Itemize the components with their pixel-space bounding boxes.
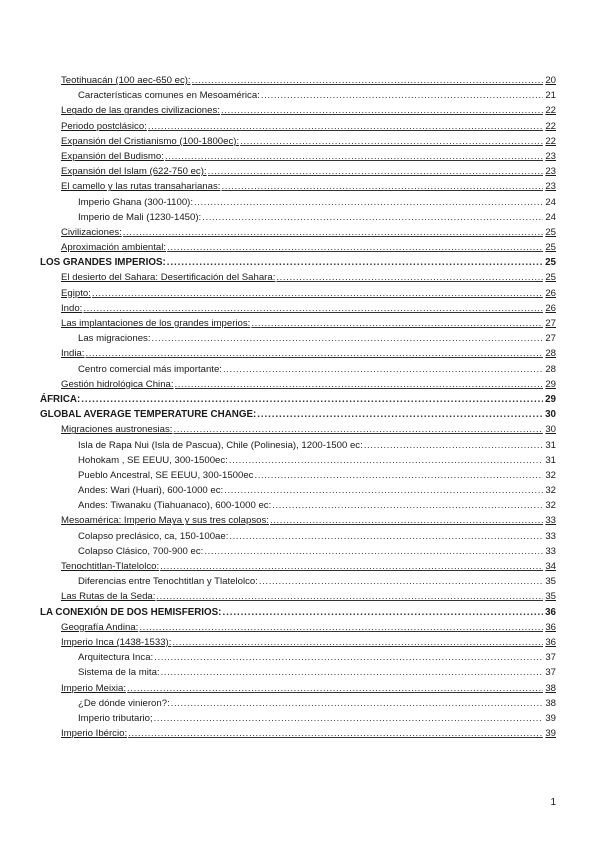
- toc-entry[interactable]: [40, 635, 556, 650]
- toc-entry-page: 36: [545, 621, 556, 633]
- toc-entry-title: Imperio Ghana (300-1100):: [78, 196, 194, 208]
- toc-entry-page: 21: [545, 90, 556, 102]
- toc-entry-page: 27: [545, 318, 556, 329]
- toc-entry-page: 36: [545, 606, 556, 618]
- toc-section-heading[interactable]: [40, 392, 556, 407]
- toc-entry-title: Mesoamérica: Imperio Maya y sus tres colapsos:: [61, 515, 269, 527]
- toc-entry-page: 35: [545, 591, 556, 603]
- dot-leader: [202, 210, 543, 225]
- dot-leader: [254, 468, 543, 483]
- toc-entry[interactable]: [40, 453, 556, 468]
- toc-entry[interactable]: [40, 513, 556, 528]
- toc-entry-page: 25: [545, 257, 556, 269]
- toc-entry-title: Características comunes en Mesoamérica:: [78, 90, 260, 102]
- dot-leader: [208, 164, 543, 179]
- dot-leader: [156, 589, 543, 604]
- dot-leader: [128, 726, 543, 741]
- toc-entry-page: 32: [545, 469, 556, 481]
- toc-entry-title: Geografía Andina:: [61, 621, 139, 633]
- toc-entry[interactable]: [40, 559, 556, 574]
- dot-leader: [85, 346, 543, 361]
- toc-entry-title: Aproximación ambiental:: [61, 242, 167, 254]
- toc-entry[interactable]: [40, 711, 556, 726]
- toc-entry-page: 31: [545, 439, 556, 451]
- dot-leader: [194, 195, 543, 210]
- toc-entry[interactable]: [40, 726, 556, 741]
- dot-leader: [364, 438, 543, 453]
- toc-entry-page: 24: [545, 211, 556, 223]
- toc-entry-page: 30: [545, 424, 556, 436]
- toc-entry[interactable]: [40, 696, 556, 711]
- toc-entry[interactable]: [40, 544, 556, 559]
- dot-leader: [222, 605, 543, 620]
- toc-entry-page: 32: [545, 500, 556, 512]
- toc-entry[interactable]: [40, 210, 556, 225]
- dot-leader: [154, 650, 543, 665]
- toc-entry-page: 23: [545, 150, 556, 162]
- toc-entry[interactable]: [40, 149, 556, 164]
- toc-entry-title: Tenochtitlan-Tlatelolco:: [61, 561, 160, 572]
- dot-leader: [167, 255, 543, 270]
- toc-entry-page: 38: [545, 697, 556, 709]
- toc-entry-title: El camello y las rutas transaharianas:: [61, 181, 221, 193]
- toc-entry[interactable]: [40, 88, 556, 103]
- toc-entry-title: Imperio Meixia:: [61, 682, 127, 694]
- dot-leader: [221, 103, 543, 118]
- toc-entry-page: 32: [545, 485, 556, 497]
- toc-entry-page: 25: [545, 272, 556, 284]
- toc-entry[interactable]: [40, 529, 556, 544]
- toc-entry[interactable]: [40, 498, 556, 513]
- toc-entry-title: Centro comercial más importante:: [78, 363, 222, 375]
- dot-leader: [81, 392, 543, 407]
- dot-leader: [92, 286, 543, 301]
- toc-entry[interactable]: [40, 422, 556, 437]
- dot-leader: [154, 711, 543, 726]
- dot-leader: [223, 362, 543, 377]
- toc-entry-page: 26: [545, 287, 556, 299]
- toc-entry[interactable]: [40, 134, 556, 149]
- toc-entry[interactable]: [40, 574, 556, 589]
- toc-entry-title: Expansión del Islam (622-750 ec):: [61, 166, 207, 178]
- dot-leader: [139, 620, 543, 635]
- toc-entry-page: 23: [545, 181, 556, 193]
- toc-entry-title: Imperio tributario;: [78, 712, 153, 724]
- toc-entry-page: 39: [545, 712, 556, 724]
- dot-leader: [83, 301, 543, 316]
- dot-leader: [192, 73, 543, 88]
- toc-entry-title: LA CONEXIÓN DE DOS HEMISFERIOS:: [40, 606, 222, 618]
- toc-entry-page: 38: [545, 682, 556, 694]
- toc-entry-title: Legado de las grandes civilizaciones:: [61, 105, 220, 117]
- toc-entry-page: 22: [545, 120, 556, 132]
- toc-entry[interactable]: [40, 225, 556, 240]
- toc-entry-title: Expansión del Cristianismo (100-1800ec):: [61, 135, 240, 147]
- toc-entry[interactable]: [40, 362, 556, 377]
- dot-leader: [165, 149, 543, 164]
- toc-entry-page: 22: [545, 135, 556, 147]
- dot-leader: [204, 544, 543, 559]
- toc-entry[interactable]: [40, 73, 556, 88]
- dot-leader: [172, 635, 543, 650]
- dot-leader: [229, 529, 543, 544]
- toc-entry-page: 33: [545, 530, 556, 542]
- toc-entry[interactable]: [40, 240, 556, 255]
- toc-entry-title: Gestión hidrológica China:: [61, 378, 174, 390]
- toc-entry[interactable]: [40, 665, 556, 680]
- toc-entry-title: Andes: Wari (Huari), 600-1000 ec:: [78, 485, 224, 497]
- dot-leader: [240, 134, 543, 149]
- toc-entry-page: 25: [545, 226, 556, 238]
- toc-entry-title: Teotihuacán (100 aec-650 ec):: [61, 75, 191, 86]
- toc-entry[interactable]: [40, 377, 556, 392]
- toc-entry-page: 27: [545, 333, 556, 345]
- toc-entry-page: 33: [545, 545, 556, 557]
- toc-entry-page: 30: [545, 409, 556, 421]
- dot-leader: [221, 179, 543, 194]
- toc-entry-title: Sistema de la mita:: [78, 667, 160, 679]
- dot-leader: [175, 377, 543, 392]
- toc-entry[interactable]: [40, 301, 556, 316]
- toc-entry-title: El desierto del Sahara: Desertificación del Sahara:: [61, 272, 276, 284]
- toc-entry-page: 25: [545, 242, 556, 254]
- dot-leader: [276, 270, 543, 285]
- dot-leader: [257, 407, 543, 422]
- dot-leader: [171, 696, 543, 711]
- toc-entry-page: 39: [545, 728, 556, 740]
- toc-entry[interactable]: [40, 438, 556, 453]
- dot-leader: [152, 331, 543, 346]
- toc-entry[interactable]: [40, 346, 556, 361]
- toc-entry-title: Egipto:: [61, 287, 91, 299]
- toc-entry-title: Expansión del Budismo:: [61, 150, 164, 162]
- toc-entry-title: Colapso preclásico, ca, 150-100ae:: [78, 530, 229, 542]
- toc-entry-title: Isla de Rapa Nui (Isla de Pascua), Chile (Polinesia), 1200-1500 ec:: [78, 439, 363, 451]
- toc-entry[interactable]: [40, 195, 556, 210]
- toc-entry[interactable]: [40, 650, 556, 665]
- toc-entry-title: Periodo postclásico:: [61, 120, 147, 132]
- toc-entry-title: ¿De dónde vinieron?:: [78, 697, 170, 709]
- toc-entry[interactable]: [40, 483, 556, 498]
- toc-entry-title: Andes: Tiwanaku (Tiahuanaco), 600-1000 ec:: [78, 500, 272, 512]
- toc-entry-title: Arquitectura Inca:: [78, 652, 154, 664]
- toc-entry[interactable]: [40, 270, 556, 285]
- dot-leader: [167, 240, 543, 255]
- toc-entry-page: 36: [545, 636, 556, 648]
- toc-entry-title: Migraciones austronesias:: [61, 424, 173, 436]
- toc-entry[interactable]: [40, 119, 556, 134]
- toc-entry[interactable]: [40, 620, 556, 635]
- toc-entry-page: 33: [545, 515, 556, 527]
- toc-entry-page: 28: [545, 348, 556, 360]
- toc-entry[interactable]: [40, 681, 556, 696]
- dot-leader: [272, 498, 543, 513]
- toc-entry-title: Hohokam , SE EEUU, 300-1500ec:: [78, 454, 228, 466]
- toc-entry-page: 26: [545, 302, 556, 314]
- toc-entry-page: 20: [545, 75, 556, 86]
- toc-entry-title: ÁFRICA:: [40, 393, 81, 405]
- dot-leader: [270, 513, 543, 528]
- dot-leader: [224, 483, 543, 498]
- toc-entry-page: 37: [545, 667, 556, 679]
- toc-entry-page: 29: [545, 378, 556, 390]
- toc-entry-title: Civilizaciones:: [61, 226, 122, 238]
- toc-section-heading[interactable]: [40, 605, 556, 620]
- toc-section-heading[interactable]: [40, 255, 556, 270]
- toc-entry[interactable]: [40, 316, 556, 331]
- toc-entry-title: Diferencias entre Tenochtitlan y Tlatelolco:: [78, 576, 258, 588]
- toc-entry-title: Las migraciones:: [78, 333, 151, 345]
- toc-entry[interactable]: [40, 331, 556, 346]
- toc-entry-title: Imperio Ibércio:: [61, 728, 128, 740]
- toc-entry-page: 29: [545, 393, 556, 405]
- toc-entry[interactable]: [40, 468, 556, 483]
- toc-entry-page: 22: [545, 105, 556, 117]
- toc-entry-title: India:: [61, 348, 85, 360]
- toc-entry[interactable]: [40, 179, 556, 194]
- table-of-contents: [40, 73, 556, 741]
- toc-entry-page: 24: [545, 196, 556, 208]
- dot-leader: [259, 574, 543, 589]
- dot-leader: [148, 119, 543, 134]
- toc-entry-title: Las implantaciones de los grandes imperios:: [61, 318, 251, 329]
- toc-entry-title: Indo:: [61, 302, 83, 314]
- toc-entry-title: GLOBAL AVERAGE TEMPERATURE CHANGE:: [40, 409, 257, 421]
- toc-entry-title: Imperio Inca (1438-1533):: [61, 636, 172, 648]
- toc-entry-title: Imperio de Mali (1230-1450):: [78, 211, 202, 223]
- toc-entry-title: Pueblo Ancestral, SE EEUU, 300-1500ec: [78, 469, 254, 481]
- toc-entry-page: 28: [545, 363, 556, 375]
- toc-entry-page: 37: [545, 652, 556, 664]
- dot-leader: [127, 681, 543, 696]
- toc-section-heading[interactable]: [40, 407, 556, 422]
- toc-entry[interactable]: [40, 103, 556, 118]
- toc-entry-page: 23: [545, 166, 556, 178]
- dot-leader: [161, 665, 543, 680]
- dot-leader: [261, 88, 543, 103]
- toc-entry-page: 35: [545, 576, 556, 588]
- dot-leader: [123, 225, 543, 240]
- dot-leader: [160, 559, 543, 574]
- dot-leader: [251, 316, 543, 331]
- toc-entry-page: 34: [545, 561, 556, 572]
- dot-leader: [173, 422, 543, 437]
- toc-entry-page: 31: [545, 454, 556, 466]
- toc-entry[interactable]: [40, 164, 556, 179]
- toc-entry-title: Colapso Clásico, 700-900 ec:: [78, 545, 204, 557]
- toc-entry[interactable]: [40, 286, 556, 301]
- page-number: 1: [550, 797, 556, 808]
- toc-entry-title: LOS GRANDES IMPERIOS:: [40, 257, 166, 269]
- dot-leader: [229, 453, 543, 468]
- toc-entry[interactable]: [40, 589, 556, 604]
- toc-entry-title: Las Rutas de la Seda:: [61, 591, 156, 603]
